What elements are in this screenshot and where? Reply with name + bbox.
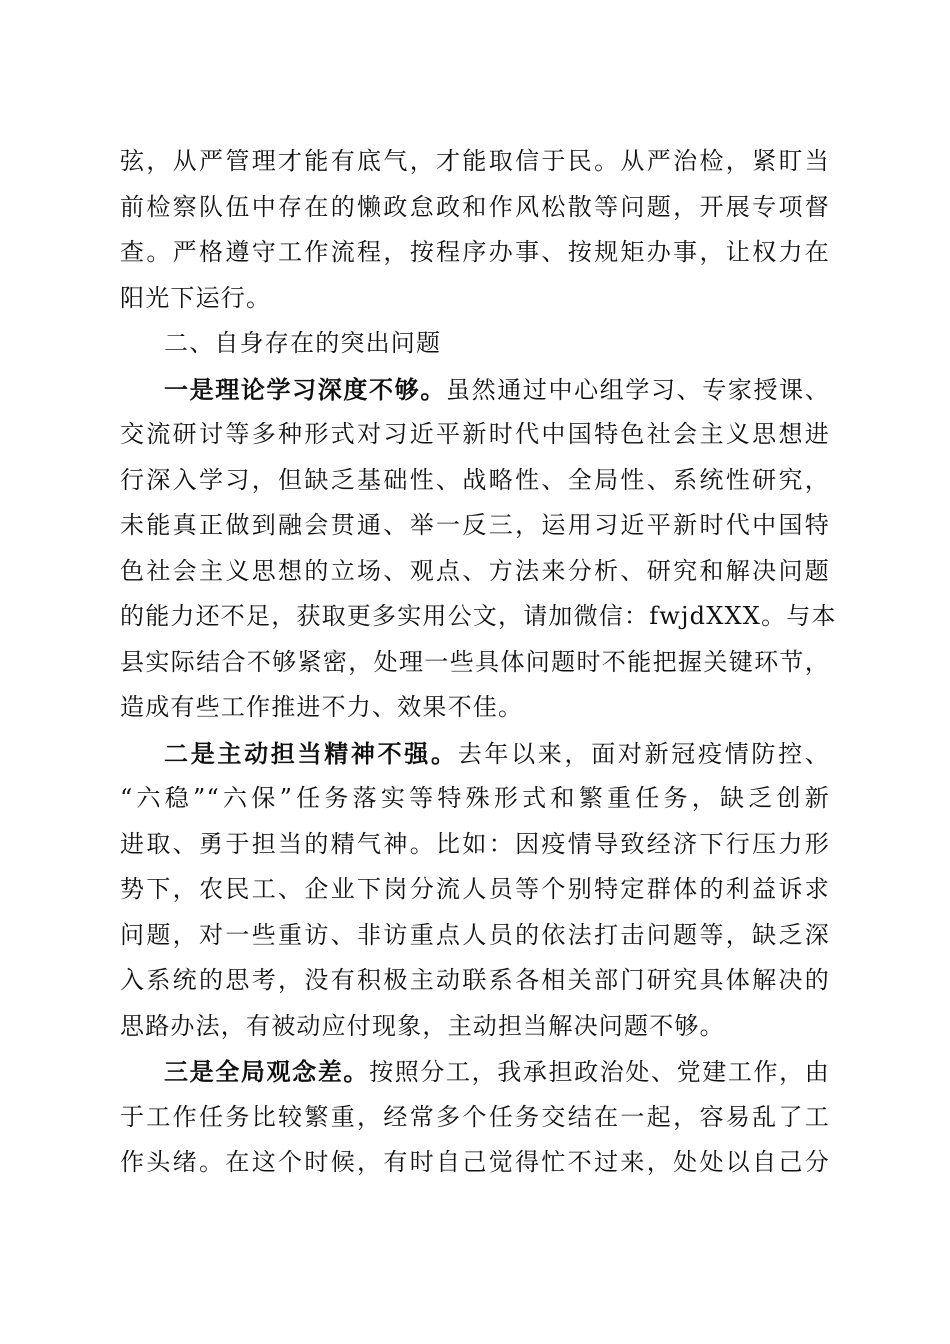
paragraph-first-line [120, 731, 830, 777]
text-line: 势下，农民工、企业下岗分流人员等个别特定群体的利益诉求 [120, 875, 830, 903]
paragraph-theory-study [120, 367, 837, 731]
section-heading: 二、自身存在的突出问题 [164, 329, 442, 357]
text-line: 前检察队伍中存在的懒政怠政和作风松散等问题，开展专项督 [120, 192, 830, 221]
text-line: 于工作任务比较繁重，经常多个任务交结在一起，容易乱了工 [120, 1102, 830, 1131]
text-line: 未能真正做到融会贯通、举一反三，运用习近平新时代中国特 [120, 511, 830, 539]
text-line: 县实际结合不够紧密，处理一些具体问题时不能把握关键环节， [120, 647, 830, 676]
text-line: 作头绪。在这个时候，有时自己觉得忙不过来，处处以自己分 [120, 1148, 830, 1176]
paragraph-lead: 一是理论学习深度不够。 [164, 374, 446, 404]
paragraph-first-line [120, 367, 830, 413]
paragraph-overall-view [120, 1049, 830, 1186]
text-line: 造成有些工作推进不力、效果不佳。 [120, 693, 524, 721]
paragraph-first-line [120, 1049, 830, 1095]
text-line: 问题，对一些重访、非访重点人员的依法打击问题等，缺乏深 [120, 920, 830, 949]
text-line: 查。严格遵守工作流程，按程序办事、按规矩办事，让权力在 [120, 238, 830, 266]
paragraph-first-rest: 虽然通过中心组学习、专家授课、 [445, 375, 830, 404]
text-line: 色社会主义思想的立场、观点、方法来分析、研究和解决问题 [120, 556, 830, 585]
text-line: 进取、勇于担当的精气神。比如：因疫情导致经济下行压力形 [120, 829, 830, 858]
text-line: 入系统的思考，没有积极主动联系各相关部门研究具体解决的 [120, 966, 830, 994]
text-line: 阳光下运行。 [120, 283, 272, 312]
document-body [120, 139, 837, 1186]
paragraph-initiative [120, 731, 830, 1050]
text-line: 行深入学习，但缺乏基础性、战略性、全局性、系统性研究， [120, 465, 830, 494]
paragraph-continuation [120, 139, 830, 321]
paragraph-first-rest: 去年以来，面对新冠疫情防控、 [457, 739, 830, 768]
text-line: 思路办法，有被动应付现象，主动担当解决问题不够。 [120, 1011, 725, 1040]
paragraph-lead: 二是主动担当精神不强。 [164, 738, 458, 768]
text-line: 交流研讨等多种形式对习近平新时代中国特色社会主义思想进 [120, 420, 830, 448]
paragraph-first-rest: 按照分工，我承担政治处、党建工作，由 [369, 1058, 830, 1086]
paragraph-lead: 三是全局观念差。 [164, 1057, 370, 1086]
text-line: 弦，从严管理才能有底气，才能取信于民。从严治检，紧盯当 [120, 147, 830, 175]
text-line: “六稳”“六保”任务落实等特殊形式和繁重任务，缺乏创新 [120, 784, 830, 812]
text-line: 的能力还不足，获取更多实用公文，请加微信：fwjdXXX。与本 [120, 602, 837, 630]
